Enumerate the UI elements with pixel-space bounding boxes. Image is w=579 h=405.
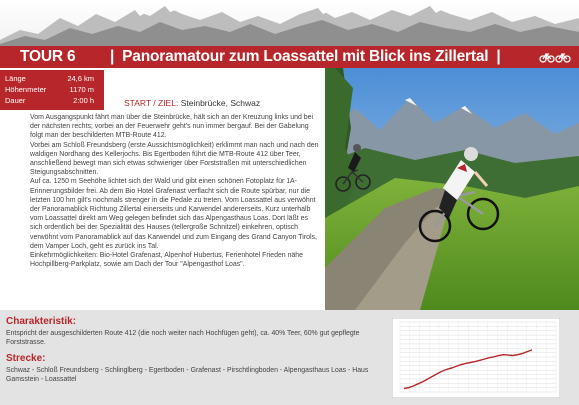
mountain-banner	[0, 0, 579, 46]
tour-heading: Panoramatour zum Loassattel mit Blick ins Zillertal	[122, 48, 489, 65]
info-label: Dauer	[5, 96, 26, 105]
info-value: 2:00 h	[73, 96, 94, 105]
charakteristik-heading: Charakteristik:	[6, 316, 77, 327]
paragraph: Einkehrmöglichkeiten: Bio-Hotel Grafenast, Alpenhof Hubertus, Ferienhotel Frieden nähe Hochpillberg-Parkplatz, sowie am Dach der Tour "Alpengasthof Loas".	[30, 252, 304, 269]
charakteristik-text: Entspricht der ausgeschilderten Route 412 (die noch weiter nach Hochfügen geht), ca. 40% Teer, 60% gut gepflegte Forststrasse.	[6, 330, 360, 346]
info-row-length	[5, 73, 100, 84]
info-value: 1170 m	[69, 85, 94, 94]
title-separator: |	[110, 48, 115, 65]
mountain-bikers-photo	[325, 68, 579, 310]
elevation-profile	[392, 318, 560, 398]
info-value: 24,6 km	[67, 74, 94, 83]
info-row-elevation	[5, 84, 100, 95]
title-separator-end: |	[496, 48, 501, 65]
paragraph: Vom Ausgangspunkt fährt man über die Steinbrücke, hält sich an der Kreuzung links und bei der nächsten rechts; vorbei an der Feuerwehr geht's nun immer bergauf. Bei der Gabelung folgt man der beschilderten MTB-Route 412.	[30, 114, 314, 140]
start-finish-value: Steinbrücke, Schwaz	[180, 98, 261, 108]
paragraph: Vorbei am Schloß Freundsberg (erste Aussichtsmöglichkeit) erklimmt man nach und nach den waldigen Nordhang des Kellerjochs. Bis Egertboden führt die MTB-Route 412 über Teer, anschließend bewegt man sich etwas schwieriger über Forststraßen mit unterschiedlichen Steigungsabschnitten.	[30, 141, 319, 177]
route-description	[30, 113, 322, 269]
bicycles-icon	[539, 51, 571, 63]
info-label: Höhenmeter	[5, 85, 47, 94]
tour-number: TOUR 6	[20, 48, 76, 65]
tour-title-bar	[0, 46, 579, 68]
info-row-duration	[5, 95, 100, 106]
strecke-text: Schwaz - Schloß Freundsberg - Schlinglberg - Egertboden - Grafenast - Pirschtlingboden - Alpengasthaus Loas - Haus Gamsstein - Loassattel	[6, 367, 369, 383]
strecke-heading: Strecke:	[6, 353, 46, 364]
paragraph: Auf ca. 1250 m Seehöhe lichtet sich der Wald und gibt einen schönen Fotoplatz für 1A-Erinnerungsbilder frei. Ab dem Bio Hotel Grafenast verflacht sich die Route spürbar, nur die letzten 100 hm gilt's nochmals strenger in die Pedale zu treten. Vom Loassattel aus verwöhnt der Panoramablick Richtung Zillertal einerseits und Karwendel andererseits. Kurz unterhalb vom Loassattel direkt am Weg gelegen befindet sich das Alpengasthaus Loas. Dort läßt es sich ordentlich bei der Spezialität des Hauses (tellergroße Schnitzel) einkehren, optisch verwöhnt vom Panoramablick auf das Karwendel und zum Eingang des Grand Canyon Tirols, dem Vamper Loch, geht es zurück ins Tal.	[30, 178, 317, 250]
start-finish	[124, 98, 260, 108]
tour-info-box	[0, 70, 104, 110]
info-label: Länge	[5, 74, 26, 83]
start-finish-label: START / ZIEL:	[124, 98, 179, 108]
